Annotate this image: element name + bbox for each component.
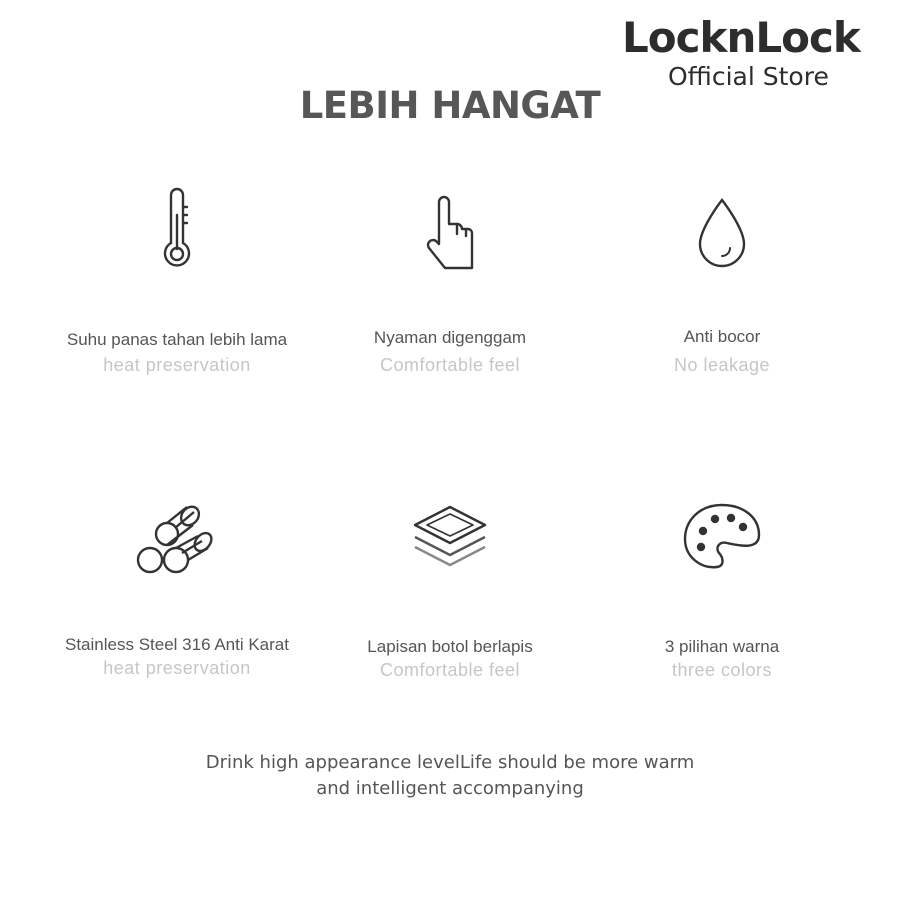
thermometer-icon	[127, 180, 227, 280]
pointing-hand-icon	[400, 180, 500, 280]
feature-label: Lapisan botol berlapis	[367, 637, 533, 656]
feature-stainless-steel	[27, 485, 327, 695]
feature-label: 3 pilihan warna	[664, 637, 780, 656]
footer-line-1: Drink high appearance levelLife should be more warm	[205, 752, 695, 773]
brand-subtitle: Official Store	[668, 62, 829, 91]
layers-icon	[400, 485, 500, 585]
brand-logo	[622, 14, 892, 92]
page-title: LEBIH HANGAT	[299, 84, 601, 127]
brand-name: LocknLock	[622, 13, 860, 62]
feature-no-leakage	[572, 180, 872, 390]
feature-sublabel: three colors	[671, 660, 773, 680]
feature-sublabel: Comfortable feel	[379, 355, 521, 375]
feature-label: Nyaman digenggam	[373, 328, 527, 347]
feature-sublabel: heat preservation	[103, 355, 251, 375]
feature-sublabel: Comfortable feel	[379, 660, 521, 680]
feature-three-colors	[572, 485, 872, 695]
feature-label: Suhu panas tahan lebih lama	[66, 330, 288, 349]
feature-comfortable-feel	[300, 180, 600, 390]
steel-rods-icon	[127, 485, 227, 585]
feature-heat-preservation	[27, 180, 327, 390]
feature-label: Anti bocor	[683, 327, 761, 346]
feature-layered-bottle	[300, 485, 600, 695]
footer-tagline	[0, 750, 900, 802]
palette-icon	[672, 485, 772, 585]
footer-line-2: and intelligent accompanying	[316, 778, 584, 799]
feature-sublabel: heat preservation	[103, 658, 251, 678]
feature-sublabel: No leakage	[673, 355, 771, 375]
water-drop-icon	[672, 180, 772, 280]
feature-label: Stainless Steel 316 Anti Karat	[65, 635, 289, 654]
